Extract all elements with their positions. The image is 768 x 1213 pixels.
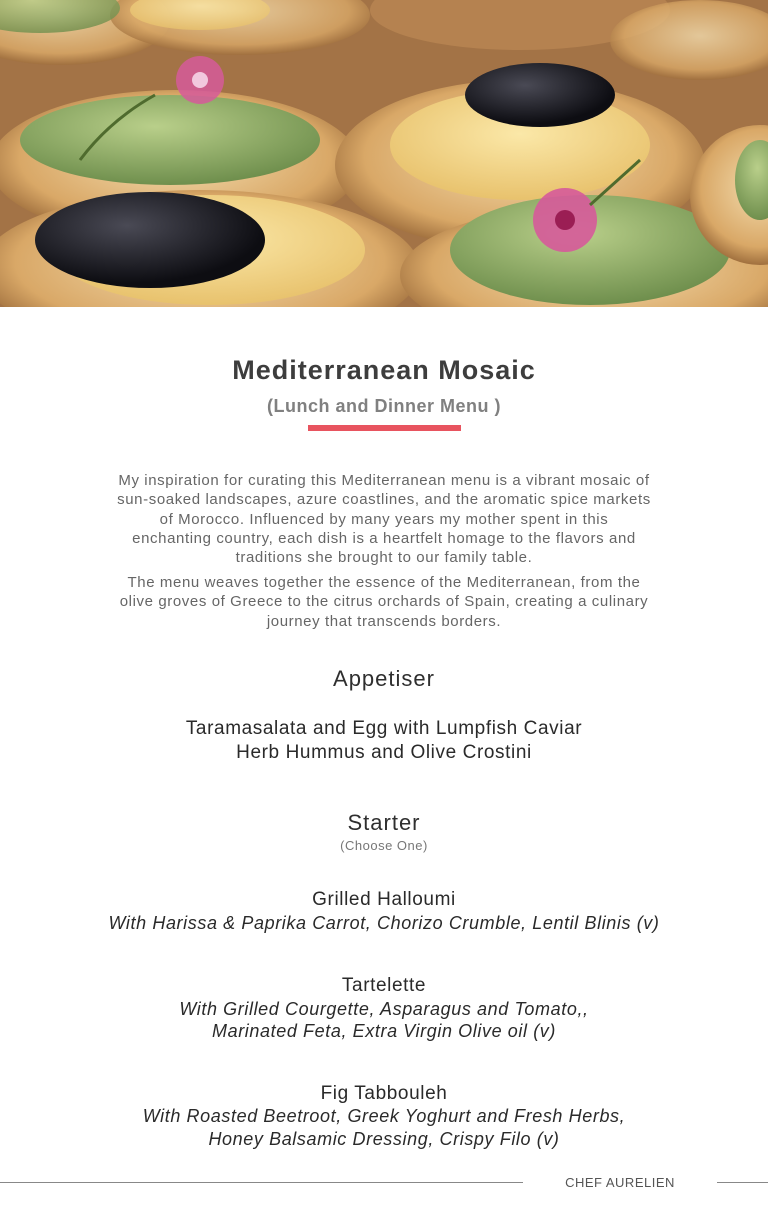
title-underline <box>308 425 461 431</box>
appetiser-heading: Appetiser <box>333 666 435 691</box>
intro-line: traditions she brought to our family table. <box>235 549 533 567</box>
starter-item-description: Honey Balsamic Dressing, Crispy Filo (v) <box>208 1129 560 1149</box>
starter-note: (Choose One) <box>340 838 428 853</box>
starter-item-description: With Roasted Beetroot, Greek Yoghurt and Fresh Herbs, <box>142 1106 626 1126</box>
intro-line: The menu weaves together the essence of the Mediterranean, from the <box>127 574 641 591</box>
starter-item-name: Tartelette <box>341 975 427 996</box>
starter-item-description: With Grilled Courgette, Asparagus and Tomato,, <box>179 999 589 1019</box>
footer-rule-right <box>717 1182 768 1183</box>
intro-line: of Morocco. Influenced by many years my mother spent in this <box>159 510 609 528</box>
menu-subtitle: (Lunch and Dinner Menu ) <box>267 396 501 416</box>
starter-item-description: With Harissa & Paprika Carrot, Chorizo Crumble, Lentil Blinis (v) <box>108 913 660 933</box>
starter-heading: Starter <box>347 810 421 835</box>
hero-food-photo <box>0 0 768 307</box>
starter-item-name: Fig Tabbouleh <box>320 1083 448 1104</box>
appetiser-item: Herb Hummus and Olive Crostini <box>236 742 532 763</box>
intro-line: olive groves of Greece to the citrus orchards of Spain, creating a culinary <box>119 593 649 611</box>
starter-item-name: Grilled Halloumi <box>312 889 456 910</box>
intro-line: sun-soaked landscapes, azure coastlines, and the aromatic spice markets <box>117 491 651 509</box>
intro-paragraph-2 <box>88 573 680 631</box>
menu-title: Mediterranean Mosaic <box>232 355 536 385</box>
starter-item-description: Marinated Feta, Extra Virgin Olive oil (v) <box>212 1021 556 1041</box>
footer-rule-left <box>0 1182 523 1183</box>
crostini-illustration <box>0 0 768 307</box>
intro-line: My inspiration for curating this Mediterranean menu is a vibrant mosaic of <box>118 472 650 489</box>
intro-line: journey that transcends borders. <box>266 612 502 630</box>
appetiser-item: Taramasalata and Egg with Lumpfish Caviar <box>185 718 583 739</box>
chef-signature: CHEF AURELIEN <box>565 1175 675 1190</box>
intro-paragraph-1 <box>88 471 680 567</box>
intro-line: enchanting country, each dish is a heartfelt homage to the flavors and <box>132 529 636 547</box>
